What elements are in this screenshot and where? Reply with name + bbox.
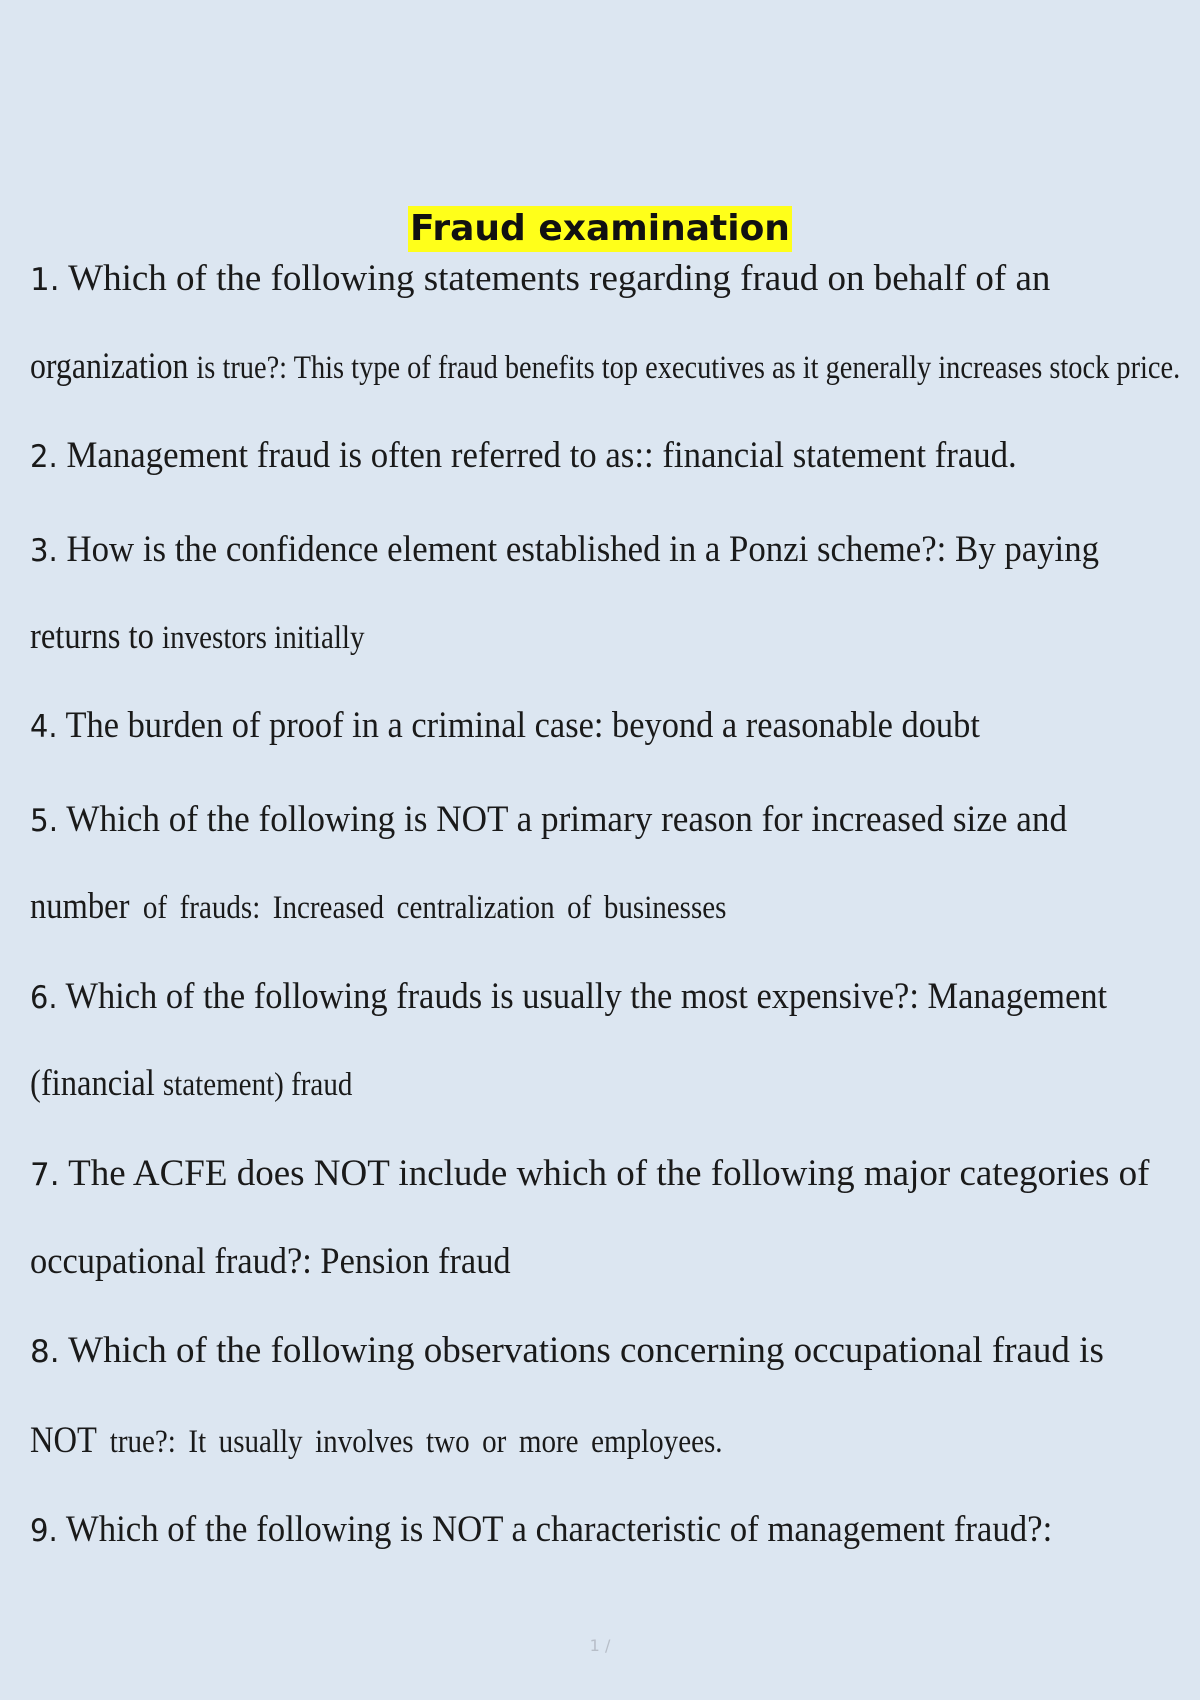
question-4-line-1	[30, 703, 1051, 750]
question-7-text: The ACFE does NOT include which of the following major categories of	[68, 1153, 1150, 1194]
question-6-answer-wrap	[30, 1061, 352, 1108]
question-9-line-1	[30, 1507, 1118, 1554]
question-1-text: Which of the following statements regarding fraud on behalf of an	[68, 258, 1051, 299]
question-6-text: Which of the following frauds is usually the most expensive?: Management	[65, 976, 1108, 1017]
question-1-number: 1.	[30, 262, 60, 298]
question-8-line-2	[30, 1418, 817, 1465]
question-5-line-2	[30, 884, 821, 931]
question-4-wrap	[30, 703, 980, 750]
question-8-answer: true?: It usually involves two or more employees.	[109, 1424, 723, 1460]
question-5-answer: of frauds: Increased centralization of businesses	[142, 890, 727, 926]
question-1-line-1	[30, 256, 1051, 303]
question-9-text: Which of the following is NOT a characteristic of management fraud?:	[65, 1509, 1053, 1550]
title-wrap	[0, 206, 1200, 252]
page-indicator: 1 /	[589, 1636, 611, 1655]
question-7-line-1	[30, 1151, 1148, 1198]
question-8-number: 8.	[30, 1334, 60, 1370]
question-5-continuation: number	[30, 886, 130, 927]
question-3-answer: investors initially	[162, 620, 365, 656]
question-2-line-1	[30, 433, 1080, 480]
question-3-text: How is the confidence element established in a Ponzi scheme?: By paying	[66, 529, 1099, 570]
question-4-text: The burden of proof in a criminal case: beyond a reasonable doubt	[65, 705, 980, 746]
question-9-wrap	[30, 1507, 1052, 1554]
question-7-line-2	[30, 1239, 547, 1285]
question-5-answer-wrap	[30, 884, 726, 931]
question-3-wrap	[30, 527, 1099, 574]
question-3-continuation: returns to	[30, 616, 154, 657]
question-3-answer-wrap	[30, 614, 364, 661]
question-7-number: 7.	[30, 1157, 60, 1193]
question-8-continuation: NOT	[30, 1420, 97, 1461]
question-6-answer: statement) fraud	[162, 1067, 353, 1103]
question-9-number: 9.	[30, 1513, 58, 1549]
question-3-line-2	[30, 614, 410, 661]
question-5-text: Which of the following is NOT a primary reason for increased size and	[66, 799, 1068, 840]
question-2-wrap	[30, 433, 1017, 480]
question-5-wrap	[30, 797, 1067, 844]
question-8-text: Which of the following observations concerning occupational fraud is	[68, 1330, 1104, 1371]
question-1-continuation: organization	[30, 346, 189, 387]
question-1-answer: is true?: This type of fraud benefits top executives as it generally increases stock price.	[196, 350, 1181, 386]
question-4-number: 4.	[30, 709, 58, 745]
question-6-wrap	[30, 974, 1107, 1021]
question-7-answer-wrap	[30, 1239, 511, 1285]
document-title: Fraud examination	[408, 206, 792, 252]
question-8-answer-wrap	[30, 1418, 723, 1465]
question-3-line-1	[30, 527, 1167, 574]
question-6-number: 6.	[30, 980, 58, 1016]
question-2-number: 2.	[30, 439, 58, 475]
question-6-line-2	[30, 1061, 396, 1108]
question-1-line-2	[30, 344, 1200, 391]
question-5-line-1	[30, 797, 1122, 844]
question-3-number: 3.	[30, 533, 58, 569]
question-8-line-1	[30, 1328, 1104, 1375]
question-2-text: Management fraud is often referred to as:: financial statement fraud.	[66, 435, 1017, 476]
question-7-answer: occupational fraud?: Pension fraud	[30, 1241, 511, 1282]
question-5-number: 5.	[30, 803, 59, 839]
question-1-answer-wrap	[30, 344, 1180, 391]
question-6-continuation: (financial	[30, 1063, 155, 1104]
question-6-line-1	[30, 974, 1188, 1021]
